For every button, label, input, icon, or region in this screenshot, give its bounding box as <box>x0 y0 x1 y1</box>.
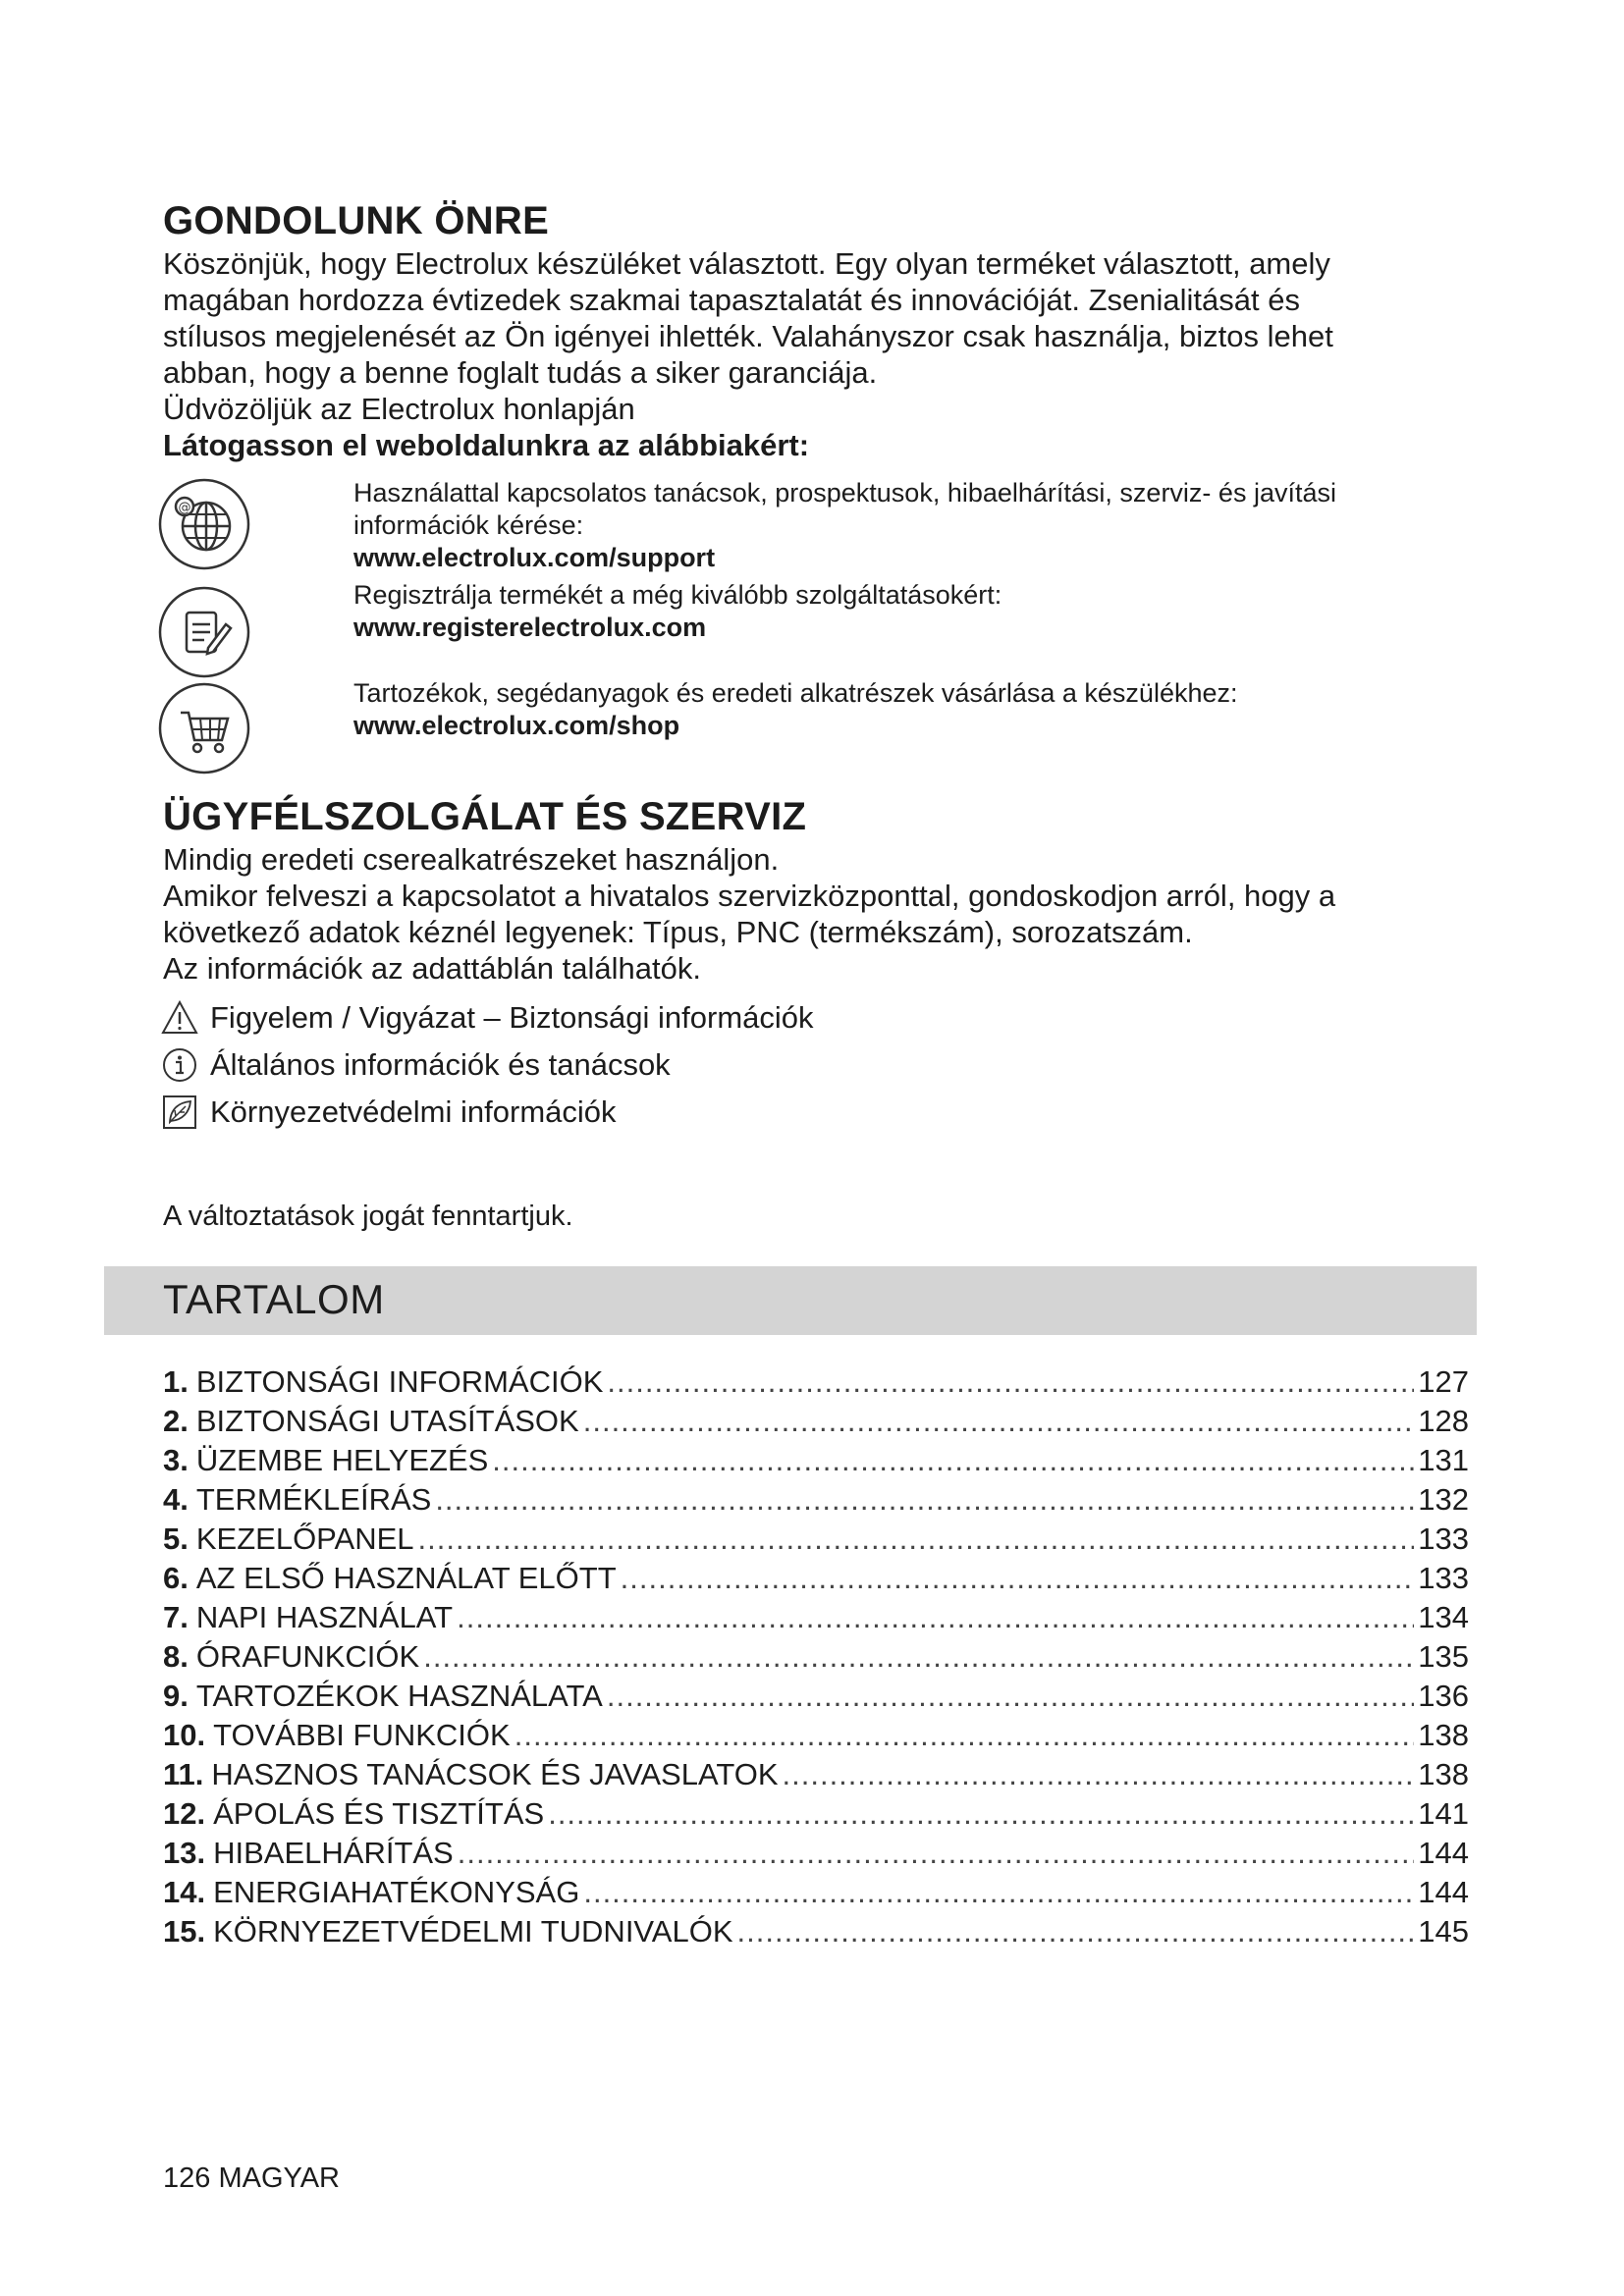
toc-item-page: 132 <box>1418 1482 1469 1517</box>
toc-item[interactable] <box>163 1637 1469 1677</box>
toc-item-number: 10. <box>163 1718 206 1752</box>
info-icon <box>161 1046 198 1084</box>
toc-leader-dots <box>583 1873 1414 1912</box>
toc-item-page: 138 <box>1418 1718 1469 1752</box>
toc-item-label: ÁPOLÁS ÉS TISZTÍTÁS <box>213 1796 545 1831</box>
service-line: Amikor felveszi a kapcsolatot a hivatalos szervizközponttal, gondoskodjon arról, hogy a <box>163 879 1336 913</box>
website-support-row <box>157 477 1473 575</box>
toc-item-page: 134 <box>1418 1600 1469 1634</box>
toc-item-page: 145 <box>1418 1914 1469 1949</box>
page-footer: 126 MAGYAR <box>163 2163 340 2194</box>
toc-item-page: 131 <box>1418 1443 1469 1477</box>
website-shop-row <box>157 677 1473 775</box>
toc-item[interactable] <box>163 1559 1469 1598</box>
website-support-text <box>353 477 1463 574</box>
toc-item-number: 13. <box>163 1836 206 1870</box>
toc-leader-dots <box>607 1362 1414 1402</box>
toc-title: TARTALOM <box>163 1276 385 1322</box>
shopping-cart-icon <box>157 681 251 775</box>
toc-item-label: KÖRNYEZETVÉDELMI TUDNIVALÓK <box>213 1914 733 1949</box>
service-heading: ÜGYFÉLSZOLGÁLAT ÉS SZERVIZ <box>163 795 807 838</box>
toc-item-page: 133 <box>1418 1561 1469 1595</box>
toc-item-number: 7. <box>163 1600 189 1634</box>
intro-heading: GONDOLUNK ÖNRE <box>163 199 550 242</box>
toc-item-page: 135 <box>1418 1639 1469 1674</box>
toc-leader-dots <box>492 1441 1414 1480</box>
toc-item[interactable] <box>163 1834 1469 1873</box>
toc-item[interactable] <box>163 1794 1469 1834</box>
toc-leader-dots <box>548 1794 1414 1834</box>
toc-item-label: TARTOZÉKOK HASZNÁLATA <box>195 1679 603 1713</box>
intro-line: Üdvözöljük az Electrolux honlapján <box>163 392 635 426</box>
service-text <box>163 841 1469 987</box>
toc-item-page: 144 <box>1418 1875 1469 1909</box>
toc-leader-dots <box>607 1677 1414 1716</box>
toc-leader-dots <box>418 1520 1415 1559</box>
website-shop-link[interactable]: www.electrolux.com/shop <box>353 711 680 740</box>
service-line: Mindig eredeti cserealkatrészeket használjon. <box>163 842 780 877</box>
legend-warning-text: Figyelem / Vigyázat – Biztonsági információk <box>210 1000 814 1035</box>
legend-info-text: Általános információk és tanácsok <box>210 1047 671 1082</box>
toc-item-page: 138 <box>1418 1757 1469 1791</box>
toc-item-page: 128 <box>1418 1404 1469 1438</box>
website-register-text <box>353 579 1463 644</box>
environment-leaf-icon <box>161 1094 198 1131</box>
toc-item-number: 2. <box>163 1404 189 1438</box>
toc-item-number: 5. <box>163 1522 189 1556</box>
toc-item-label: KEZELŐPANEL <box>195 1522 414 1556</box>
globe-icon <box>157 477 251 571</box>
toc-leader-dots <box>737 1912 1415 1951</box>
toc-leader-dots <box>457 1598 1414 1637</box>
toc-item-label: AZ ELSŐ HASZNÁLAT ELŐTT <box>195 1561 617 1595</box>
toc-item[interactable] <box>163 1912 1469 1951</box>
toc-list <box>163 1362 1469 1951</box>
website-support-link[interactable]: www.electrolux.com/support <box>353 543 716 572</box>
toc-item-number: 12. <box>163 1796 206 1831</box>
toc-leader-dots <box>514 1716 1415 1755</box>
toc-item-page: 136 <box>1418 1679 1469 1713</box>
toc-leader-dots <box>423 1637 1414 1677</box>
toc-item-label: ÜZEMBE HELYEZÉS <box>195 1443 489 1477</box>
svg-text:@: @ <box>178 501 191 515</box>
website-description: Tartozékok, segédanyagok és eredeti alkatrészek vásárlása a készülékhez: <box>353 678 1238 708</box>
toc-item-label: HASZNOS TANÁCSOK ÉS JAVASLATOK <box>211 1757 779 1791</box>
toc-item-page: 133 <box>1418 1522 1469 1556</box>
toc-item-number: 1. <box>163 1364 189 1399</box>
toc-item[interactable] <box>163 1520 1469 1559</box>
intro-line: magában hordozza évtizedek szakmai tapasztalatát és innovációját. Zsenialitását és <box>163 283 1300 317</box>
website-register-link[interactable]: www.registerelectrolux.com <box>353 613 707 642</box>
toc-item-number: 3. <box>163 1443 189 1477</box>
toc-item-number: 11. <box>163 1757 204 1791</box>
toc-item-number: 15. <box>163 1914 206 1949</box>
service-line: következő adatok kéznél legyenek: Típus, PNC (termékszám), sorozatszám. <box>163 915 1193 949</box>
register-icon <box>157 585 251 679</box>
toc-item-number: 9. <box>163 1679 189 1713</box>
toc-header-bar <box>104 1266 1477 1335</box>
intro-line: abban, hogy a benne foglalt tudás a siker garanciája. <box>163 355 878 390</box>
toc-item-label: NAPI HASZNÁLAT <box>195 1600 454 1634</box>
toc-item-label: TOVÁBBI FUNKCIÓK <box>213 1718 511 1752</box>
service-line: Az információk az adattáblán találhatók. <box>163 951 701 986</box>
toc-item-number: 4. <box>163 1482 189 1517</box>
toc-leader-dots <box>783 1755 1415 1794</box>
toc-item-label: ÓRAFUNKCIÓK <box>195 1639 420 1674</box>
toc-item-page: 144 <box>1418 1836 1469 1870</box>
toc-item[interactable] <box>163 1598 1469 1637</box>
website-shop-text <box>353 677 1463 742</box>
legend-environment <box>161 1093 1045 1132</box>
website-description: információk kérése: <box>353 510 584 540</box>
toc-leader-dots <box>583 1402 1415 1441</box>
website-description: Használattal kapcsolatos tanácsok, prospektusok, hibaelhárítási, szerviz- és javítási <box>353 478 1336 507</box>
intro-line: stílusos megjelenését az Ön igényei ihlették. Valahányszor csak használja, biztos lehet <box>163 319 1333 353</box>
toc-leader-dots <box>458 1834 1415 1873</box>
toc-item[interactable] <box>163 1402 1469 1441</box>
toc-item-number: 6. <box>163 1561 189 1595</box>
visit-label: Látogasson el weboldalunkra az alábbiakért: <box>163 428 810 462</box>
toc-item-page: 127 <box>1418 1364 1469 1399</box>
toc-item-label: ENERGIAHATÉKONYSÁG <box>213 1875 580 1909</box>
legend-warning <box>161 998 1045 1038</box>
toc-leader-dots <box>435 1480 1414 1520</box>
website-register-row <box>157 579 1473 677</box>
toc-item[interactable] <box>163 1677 1469 1716</box>
toc-item-number: 14. <box>163 1875 206 1909</box>
toc-item[interactable] <box>163 1755 1469 1794</box>
legend-info <box>161 1045 1045 1085</box>
rights-note: A változtatások jogát fenntartjuk. <box>163 1201 573 1232</box>
toc-item[interactable] <box>163 1441 1469 1480</box>
toc-item-label: BIZTONSÁGI UTASÍTÁSOK <box>195 1404 579 1438</box>
intro-line: Köszönjük, hogy Electrolux készüléket választott. Egy olyan terméket választott, amely <box>163 246 1330 281</box>
website-description: Regisztrálja termékét a még kiválóbb szolgáltatásokért: <box>353 580 1002 610</box>
toc-item-label: HIBAELHÁRÍTÁS <box>213 1836 454 1870</box>
legend-environment-text: Környezetvédelmi információk <box>210 1095 617 1129</box>
toc-item-page: 141 <box>1418 1796 1469 1831</box>
toc-leader-dots <box>621 1559 1415 1598</box>
toc-item[interactable] <box>163 1873 1469 1912</box>
intro-text <box>163 245 1469 463</box>
toc-item-label: BIZTONSÁGI INFORMÁCIÓK <box>195 1364 604 1399</box>
toc-item[interactable] <box>163 1480 1469 1520</box>
toc-item-number: 8. <box>163 1639 189 1674</box>
warning-triangle-icon <box>161 999 198 1037</box>
toc-item[interactable] <box>163 1716 1469 1755</box>
toc-item[interactable] <box>163 1362 1469 1402</box>
toc-item-label: TERMÉKLEÍRÁS <box>195 1482 432 1517</box>
